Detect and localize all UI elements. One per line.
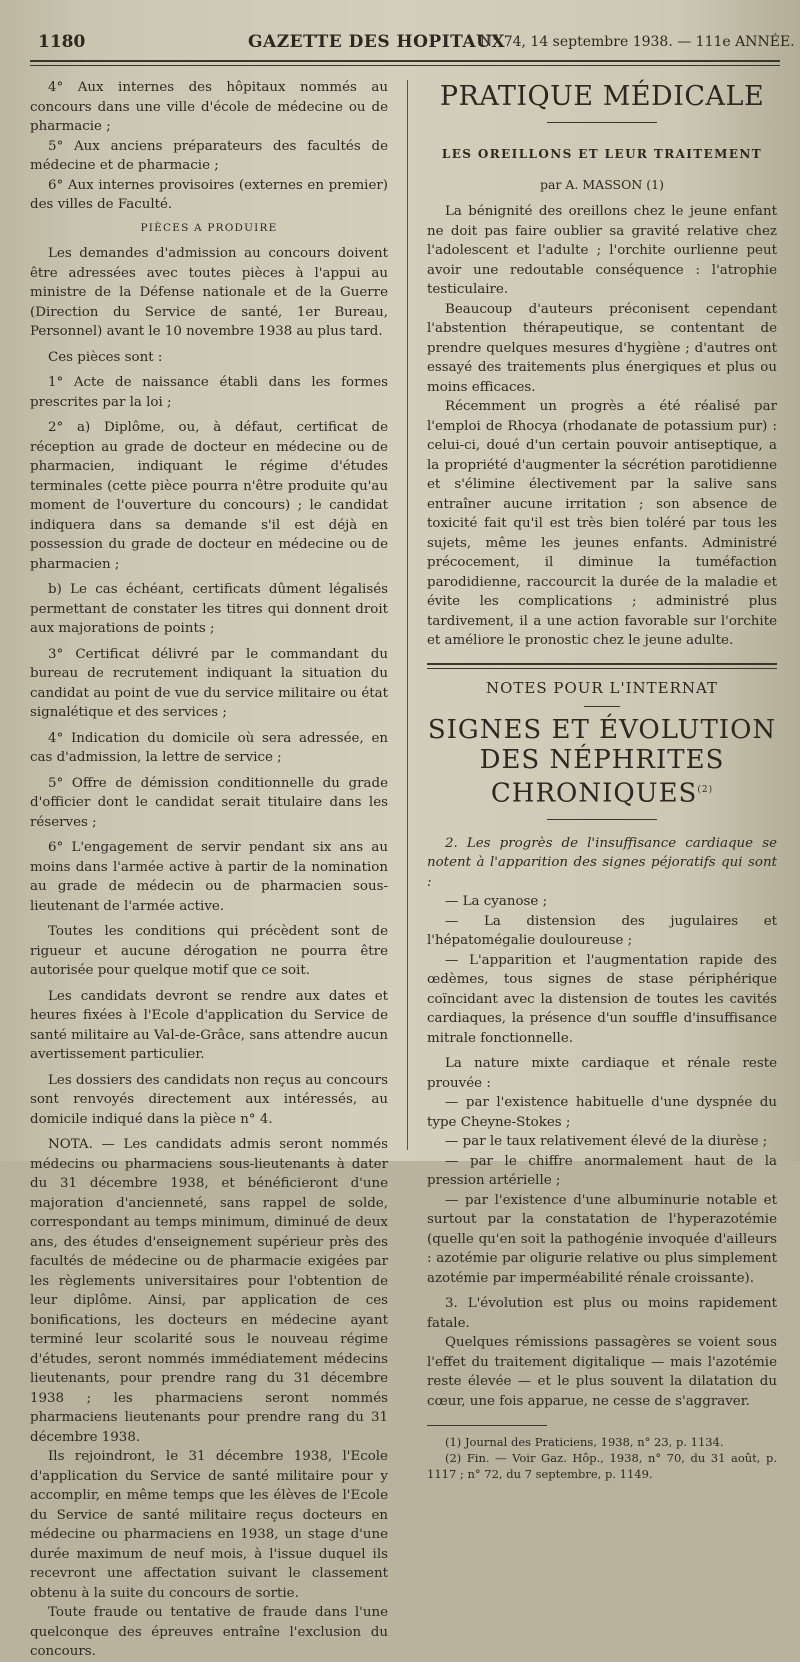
paragraph: Toute fraude ou tentative de fraude dans l'une quelconque des épreuves entraîne l'exclusion du concours. bbox=[30, 1605, 388, 1659]
paragraph: — La distension des jugulaires et l'hépatomégalie douloureuse ; bbox=[427, 913, 777, 949]
paragraph: Ils rejoindront, le 31 décembre 1938, l'Ecole d'application du Service de santé militaire pour y accomplir, en même temps que les élèves de l'Ecole du Service de santé militaire reçus docteurs en médecine ou pharmaciens en 1938, un stage d'une durée maximum de neuf mois, à l'issue duquel ils recevront une affectation suivant le classement obtenu à la suite du concours de sortie. bbox=[30, 1449, 388, 1601]
paragraph: Beaucoup d'auteurs préconisent cependant l'abstention thérapeutique, se contentant de prendre quelques mesures d'hygiène ; d'autres ont essayé des traitements plus énergiques et plus ou moins efficaces. bbox=[427, 301, 777, 395]
paragraph: 6° L'engagement de servir pendant six ans au moins dans l'armée active à partir de la nomination au grade de médecin ou de pharmacien sous-lieutenant de l'armée active. bbox=[30, 840, 388, 914]
footnote-rule bbox=[427, 1425, 547, 1426]
big-title-text: DES NÉPHRITES CHRONIQUES bbox=[479, 745, 725, 809]
paragraph: Toutes les conditions qui précèdent sont de rigueur et aucune dérogation ne pourra être autorisée pour quelque motif que ce soit. bbox=[30, 924, 388, 978]
paragraph: Les demandes d'admission au concours doivent être adressées avec toutes pièces à l'appui au ministre de la Défense nationale et de la Guerre (Direction du Service de santé, 1er Bureau, Personnel) avant le 10 novembre 1938 au plus tard. bbox=[30, 246, 388, 339]
page-header bbox=[0, 32, 800, 58]
paragraph: Les dossiers des candidats non reçus au concours sont renvoyés directement aux intéressés, au domicile indiqué dans la pièce n° 4. bbox=[30, 1072, 388, 1127]
page-number: 1180 bbox=[38, 32, 86, 52]
notes-title: NOTES POUR L'INTERNAT bbox=[485, 678, 719, 697]
paragraph: La nature mixte cardiaque et rénale reste prouvée : bbox=[427, 1056, 777, 1091]
footnote: (2) Fin. — Voir Gaz. Hôp., 1938, n° 70, du 31 août, p. 1117 ; n° 72, du 7 septembre, p. 1149. bbox=[427, 1451, 777, 1482]
big-title-line2 bbox=[427, 745, 777, 809]
paragraph: 6° Aux internes provisoires (externes en premier) des villes de Faculté. bbox=[30, 177, 388, 212]
paragraph: — par l'existence d'une albuminurie notable et surtout par la constatation de l'hyperazotémie (quelle qu'en soit la pathogénie invoquée d'ailleurs : azotémie par oligurie relative ou plus simplement azotémie par imperméabilité rénale croissante). bbox=[427, 1192, 777, 1286]
paragraph: — L'apparition et l'augmentation rapide des œdèmes, tous signes de stase périphérique coïncidant avec la distension de toutes les cavités cardiaques, la présence d'un souffle d'insuffisance mitrale fonctionnelle. bbox=[427, 952, 777, 1046]
paragraph: — La cyanose ; bbox=[445, 894, 548, 910]
nota-paragraph: NOTA. — Les candidats admis seront nommés médecins ou pharmaciens sous-lieutenants à dater du 31 décembre 1938, et bénéficieront d'une majoration d'ancienneté, sans rappel de solde, correspondant au temps minimum, diminué de deux ans, des études d'enseignement supérieur près des facultés de médecine ou de pharmacie exigées par les règlements universitaires pour l'obtention de leur diplôme. Ainsi, par application de ces bonifications, les docteurs en médecine ayant terminé leur scolarité sous le nouveau régime d'études, seront nommés immédiatement médecins lieutenants, pour prendre rang du 31 décembre 1938 ; les pharmaciens seront nommés pharmaciens lieutenants pour prendre rang du 31 décembre 1938. bbox=[30, 1137, 388, 1445]
title-rule bbox=[547, 819, 657, 820]
paragraph: b) Le cas échéant, certificats dûment légalisés permettant de constater les titres qui donnent droit aux majorations de points ; bbox=[30, 582, 388, 636]
footnote-ref: (2) bbox=[697, 785, 714, 795]
left-column bbox=[30, 78, 388, 1662]
section-rule-thin bbox=[427, 668, 777, 669]
section-title: PRATIQUE MÉDICALE bbox=[439, 81, 765, 112]
paragraph: 3. L'évolution est plus ou moins rapidement fatale. bbox=[427, 1296, 777, 1331]
right-column bbox=[427, 78, 777, 1482]
paragraph: 4° Aux internes des hôpitaux nommés au concours dans une ville d'école de médecine ou de pharmacie ; bbox=[30, 80, 388, 134]
paragraph: 5° Aux anciens préparateurs des facultés de médecine et de pharmacie ; bbox=[30, 138, 388, 173]
header-rule bbox=[30, 60, 780, 62]
column-divider bbox=[407, 80, 408, 1150]
paragraph: 5° Offre de démission conditionnelle du grade d'officier dont le candidat serait titulaire dans les réserves ; bbox=[30, 775, 388, 830]
paragraph: — par l'existence habituelle d'une dyspnée du type Cheyne-Stokes ; bbox=[427, 1095, 777, 1130]
paragraph: 1° Acte de naissance établi dans les formes prescrites par la loi ; bbox=[30, 375, 388, 410]
header-rule-thin bbox=[30, 65, 780, 66]
paragraph: Récemment un progrès a été réalisé par l'emploi de Rhocya (rhodanate de potassium pur) : celui-ci, doué d'un certain pouvoir antiseptique, a la propriété d'augmenter la sécrétion parotidienne et s'élimine électivement par la salive sans entraîner aucune irritation ; son absence de toxicité fait qu'il est très bien toléré par tous les sujets, même les jeunes enfants. Administré précocement, il diminue la tuméfaction parodidienne, raccourcit la durée de la maladie et évite les complications ; administré plus tardivement, il a une action favorable sur l'orchite et améliore le pronostic chez le jeune adulte. bbox=[427, 399, 777, 648]
paragraph: 4° Indication du domicile où sera adressée, en cas d'admission, la lettre de service ; bbox=[30, 730, 388, 765]
paragraph: Ces pièces sont : bbox=[48, 349, 163, 365]
paragraph: — par le chiffre anormalement haut de la pression artérielle ; bbox=[427, 1153, 777, 1189]
notes-rule bbox=[584, 706, 620, 707]
paragraph: 2. Les progrès de l'insuffisance cardiaque se notent à l'apparition des signes péjoratifs qui sont : bbox=[427, 835, 777, 890]
paragraph: Quelques rémissions passagères se voient sous l'effet du traitement digitalique — mais l'azotémie reste élevée — et le plus souvent la dilatation du cœur, une fois apparue, ne cesse de s'aggraver. bbox=[427, 1335, 777, 1409]
journal-title: GAZETTE DES HOPITAUX bbox=[248, 32, 506, 52]
paragraph: La bénignité des oreillons chez le jeune enfant ne doit pas faire oublier sa gravité relative chez l'adolescent et l'adulte ; l'orchite ourlienne peut avoir une redoutable conséquence : l'atrophie testiculaire. bbox=[427, 204, 777, 297]
paragraph: — par le taux relativement élevé de la diurèse ; bbox=[445, 1134, 768, 1150]
paragraph: Les candidats devront se rendre aux dates et heures fixées à l'Ecole d'application du Service de santé militaire au Val-de-Grâce, sans attendre aucun avertissement particulier. bbox=[30, 988, 388, 1062]
issue-info: N° 74, 14 septembre 1938. — 111e ANNÉE. bbox=[480, 34, 795, 50]
pieces-heading: PIÈCES A PRODUIRE bbox=[140, 221, 278, 234]
title-rule bbox=[547, 122, 657, 123]
big-title-line1: SIGNES ET ÉVOLUTION bbox=[427, 715, 777, 745]
section-rule bbox=[427, 663, 777, 665]
paragraph: 3° Certificat délivré par le commandant du bureau de recrutement indiquant la situation du candidat au point de vue du service militaire ou état signalétique et des services ; bbox=[30, 646, 388, 720]
paragraph: 2° a) Diplôme, ou, à défaut, certificat de réception au grade de docteur en médecine ou de pharmacien, indiquant le régime d'études terminales (cette pièce pourra n'être produite qu'au moment de l'ouverture du concours) ; le candidat indiquera dans sa demande s'il est déjà en possession du grade de docteur en médecine ou de pharmacien ; bbox=[30, 420, 388, 572]
article-title: LES OREILLONS ET LEUR TRAITEMENT bbox=[441, 147, 763, 161]
footnote: (1) Journal des Praticiens, 1938, n° 23, p. 1134. bbox=[445, 1435, 724, 1450]
article-author: par A. MASSON (1) bbox=[540, 176, 664, 192]
